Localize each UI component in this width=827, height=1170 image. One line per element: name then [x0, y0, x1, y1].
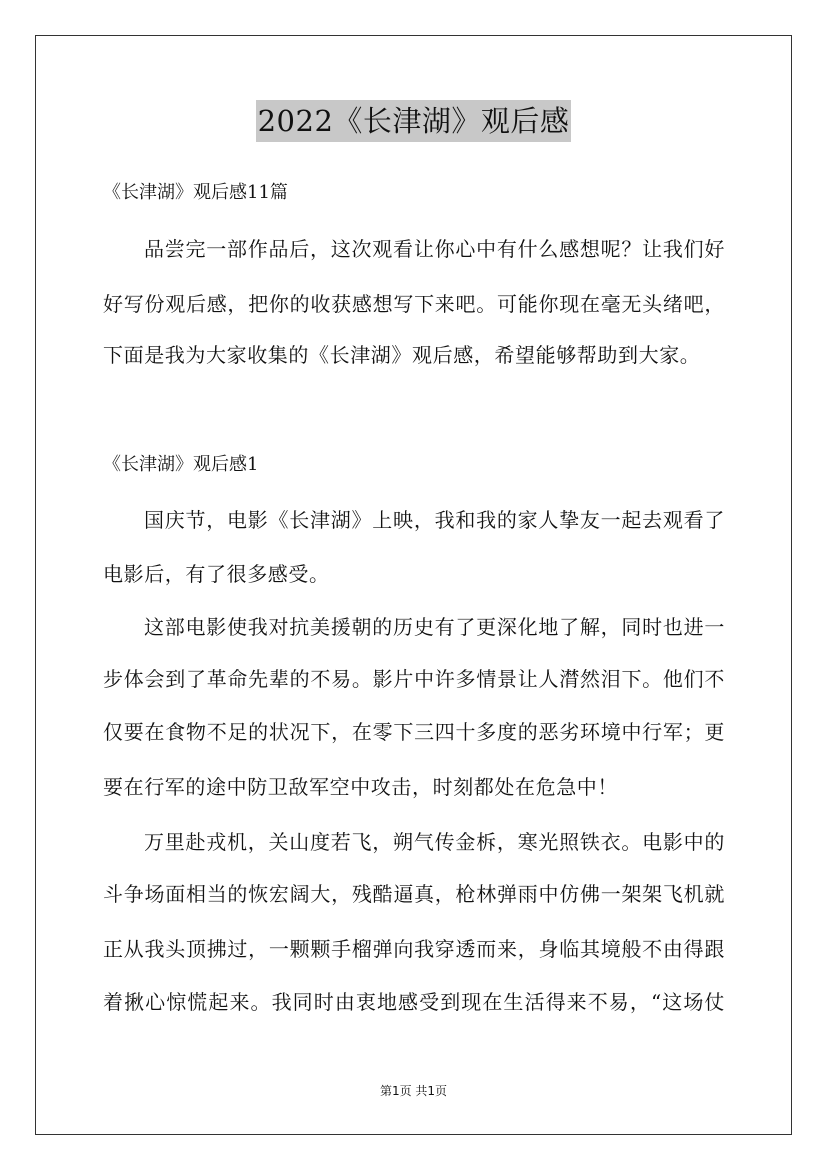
- paragraph-line: 要在行军的途中防卫敌军空中攻击，时刻都处在危急中！: [103, 775, 618, 799]
- section-heading: 《长津湖》观后感1: [103, 454, 259, 475]
- intro-line: 品尝完一部作品后，这次观看让你心中有什么感想呢？让我们好: [144, 237, 725, 261]
- paragraph-line: 万里赴戎机，关山度若飞，朔气传金柝，寒光照铁衣。电影中的: [144, 830, 725, 854]
- paragraph-line: 国庆节，电影《长津湖》上映，我和我的家人挚友一起去观看了: [144, 508, 725, 532]
- page-number-footer: 第1页 共1页: [379, 1084, 448, 1098]
- paragraph-line: 仅要在食物不足的状况下，在零下三四十多度的恶劣环境中行军；更: [103, 720, 725, 744]
- document-title: 2022《长津湖》观后感: [256, 100, 572, 142]
- paragraph-line: 着揪心惊慌起来。我同时由衷地感受到现在生活得来不易，“这场仗: [103, 990, 725, 1014]
- paragraph-line: 正从我头顶拂过，一颗颗手榴弹向我穿透而来，身临其境般不由得跟: [103, 937, 725, 961]
- paragraph-line: 电影后，有了很多感受。: [103, 562, 330, 586]
- intro-line: 好写份观后感，把你的收获感想写下来吧。可能你现在毫无头绪吧，: [103, 292, 725, 316]
- paragraph-line: 这部电影使我对抗美援朝的历史有了更深化地了解，同时也进一: [144, 615, 725, 639]
- document-subtitle: 《长津湖》观后感11篇: [103, 182, 288, 203]
- paragraph-line: 步体会到了革命先辈的不易。影片中许多情景让人潸然泪下。他们不: [103, 667, 725, 691]
- intro-line: 下面是我为大家收集的《长津湖》观后感，希望能够帮助到大家。: [103, 343, 701, 367]
- title-container: [0, 100, 827, 142]
- paragraph-line: 斗争场面相当的恢宏阔大，残酷逼真，枪林弹雨中仿佛一架架飞机就: [103, 882, 725, 906]
